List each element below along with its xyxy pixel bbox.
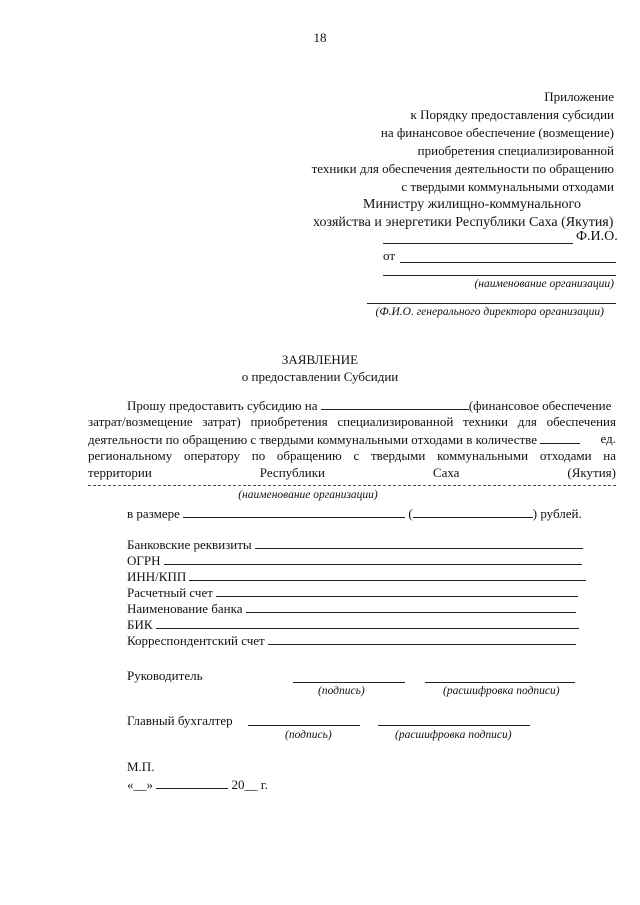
requisite-inn-kpp: ИНН/КПП	[127, 568, 586, 585]
director-caption: (Ф.И.О. генерального директора организации)	[375, 306, 604, 318]
amount-words-field[interactable]	[413, 505, 533, 518]
date-row: «__» 20__ г.	[127, 777, 268, 792]
requisite-bank-details: Банковские реквизиты	[127, 536, 583, 553]
accountant-signature-line[interactable]	[248, 725, 360, 726]
head-decode-caption: (расшифровка подписи)	[443, 685, 560, 697]
body-line-2: затрат/возмещение затрат) приобретения специализированной техники для обеспечения	[88, 414, 616, 429]
date-month-field[interactable]	[156, 776, 228, 789]
purpose-field[interactable]	[321, 397, 469, 410]
body-line-1: Прошу предоставить субсидию на (финансовое обеспечение	[127, 398, 612, 413]
requisite-corr-account: Корреспондентский счет	[127, 632, 576, 649]
bank-name-field[interactable]	[246, 600, 576, 613]
accountant-decode-line[interactable]	[378, 725, 530, 726]
document-subtitle: о предоставлении Субсидии	[241, 369, 399, 384]
appendix-line: к Порядку предоставления субсидии	[410, 107, 614, 122]
amount-number-field[interactable]	[183, 505, 405, 518]
head-signature-line[interactable]	[293, 682, 405, 683]
accountant-decode-caption: (расшифровка подписи)	[395, 729, 512, 741]
requisite-bik: БИК	[127, 616, 579, 633]
account-field[interactable]	[216, 584, 578, 597]
addressee-block	[313, 196, 613, 232]
requisite-account: Расчетный счет	[127, 584, 578, 601]
quantity-field[interactable]	[540, 431, 580, 444]
addressee-line1: Министру жилищно-коммунального	[363, 197, 581, 212]
requisite-ogrn: ОГРН	[127, 552, 582, 569]
head-sign-caption: (подпись)	[318, 685, 365, 697]
inn-kpp-field[interactable]	[189, 568, 586, 581]
accountant-label: Главный бухгалтер	[127, 713, 233, 728]
corr-account-field[interactable]	[268, 632, 576, 645]
org-caption: (наименование организации)	[474, 278, 614, 290]
bik-field[interactable]	[156, 616, 579, 629]
addressee-line2: хозяйства и энергетики Республики Саха (Якутия)	[313, 215, 614, 230]
amount-row: в размере ( ) рублей.	[127, 506, 582, 521]
head-decode-line[interactable]	[425, 682, 575, 683]
head-label: Руководитель	[127, 668, 203, 683]
requisite-bank-name: Наименование банка	[127, 600, 576, 617]
appendix-line: с твердыми коммунальными отходами	[401, 179, 614, 194]
appendix-line: на финансовое обеспечение (возмещение)	[380, 125, 614, 140]
appendix-line: Приложение	[544, 89, 614, 104]
director-line[interactable]	[367, 303, 616, 304]
from-line[interactable]	[400, 262, 616, 263]
appendix-line: приобретения специализированной	[417, 143, 614, 158]
ogrn-field[interactable]	[164, 552, 582, 565]
body-line-5: территории Республики Саха (Якутия)	[88, 465, 616, 480]
body-line-4: региональному оператору по обращению с твердыми коммунальными отходами на	[88, 448, 616, 463]
accountant-sign-caption: (подпись)	[285, 729, 332, 741]
bank-details-field[interactable]	[255, 536, 583, 549]
from-label: от	[383, 248, 396, 263]
page-number: 18	[313, 30, 327, 45]
appendix-line: техники для обеспечения деятельности по обращению	[311, 161, 614, 176]
fio-label: Ф.И.О.	[576, 229, 618, 244]
document-title: ЗАЯВЛЕНИЕ	[281, 352, 359, 367]
stamp-label: М.П.	[127, 759, 155, 774]
org-line[interactable]	[383, 275, 616, 276]
body-line-3: деятельности по обращению с твердыми коммунальными отходами в количестве ед.	[88, 431, 616, 447]
fio-line[interactable]	[383, 243, 573, 244]
org-name-line[interactable]	[88, 485, 616, 486]
appendix-block	[312, 88, 614, 196]
org-name-caption: (наименование организации)	[238, 489, 378, 501]
